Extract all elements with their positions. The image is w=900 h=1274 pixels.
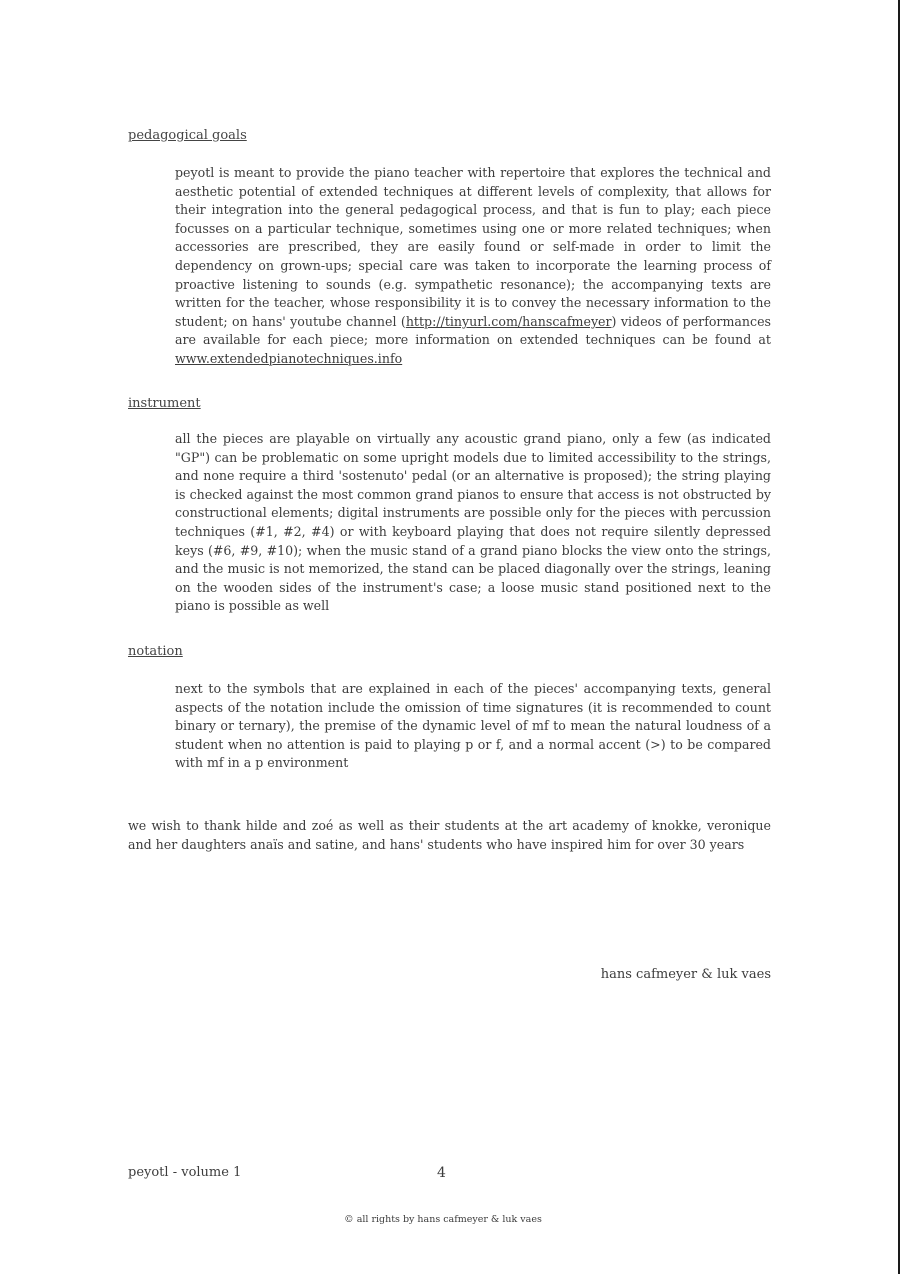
authors-signature: hans cafmeyer & luk vaes bbox=[600, 967, 771, 982]
pedagogical-text-part-2: ) videos of performances are available for each piece; more information on extended techniques can be found at bbox=[175, 313, 771, 348]
heading-notation: notation bbox=[128, 644, 183, 659]
youtube-channel-link[interactable]: http://tinyurl.com/hanscafmeyer bbox=[405, 313, 612, 329]
acknowledgements: we wish to thank hilde and zoé as well as their students at the art academy of knokke, veronique and her daughters anaïs and satine, and hans' students who have inspired him for over 30 years bbox=[128, 818, 771, 852]
pedagogical-text-part-1: peyotl is meant to provide the piano teacher with repertoire that explores the technical and aesthetic potential of extended techniques at different levels of complexity, that allows for their integration into the general pedagogical process, and that is fun to play; each piece focusses on a particular technique, sometimes using one or more related techniques; when accessories are prescribed, they are easily found or self-made in order to limit the dependency on grown-ups; special care was taken to incorporate the learning process of proactive listening to sounds (e.g. sympathetic resonance); the accompanying texts are written for the teacher, whose responsibility it is to convey the necessary information to the student; on hans' youtube channel ( bbox=[175, 165, 771, 329]
copyright-notice: © all rights by hans cafmeyer & luk vaes bbox=[344, 1214, 542, 1225]
paragraph-notation: next to the symbols that are explained in each of the pieces' accompanying texts, general aspects of the notation include the omission of time signatures (it is recommended to count binary or ternary), the premise of the dynamic level of mf to mean the natural loudness of a student when no attention is paid to playing p or f, and a normal accent (>) to be compared with mf in a p environment bbox=[175, 681, 771, 771]
page-number: 4 bbox=[437, 1165, 446, 1181]
heading-pedagogical-goals: pedagogical goals bbox=[128, 128, 247, 143]
paragraph-instrument: all the pieces are playable on virtually any acoustic grand piano, only a few (as indicated "GP") can be problematic on some upright models due to limited accessibility to the strings, and none require a third 'sostenuto' pedal (or an alternative is proposed); the string playing is checked against the most common grand pianos to ensure that access is not obstructed by constructional elements; digital instruments are possible only for the pieces with percussion techniques (#1, #2, #4) or with keyboard playing that does not require silently depressed keys (#6, #9, #10); when the music stand of a grand piano blocks the view onto the strings, and the music is not memorized, the stand can be placed diagonally over the strings, leaning on the wooden sides of the instrument's case; a loose music stand positioned next to the piano is possible as well bbox=[175, 431, 771, 614]
paragraph-pedagogical-goals bbox=[175, 164, 771, 369]
extended-techniques-link[interactable]: www.extendedpianotechniques.info bbox=[175, 350, 403, 366]
heading-instrument: instrument bbox=[128, 396, 201, 411]
footer-title: peyotl - volume 1 bbox=[128, 1165, 242, 1180]
